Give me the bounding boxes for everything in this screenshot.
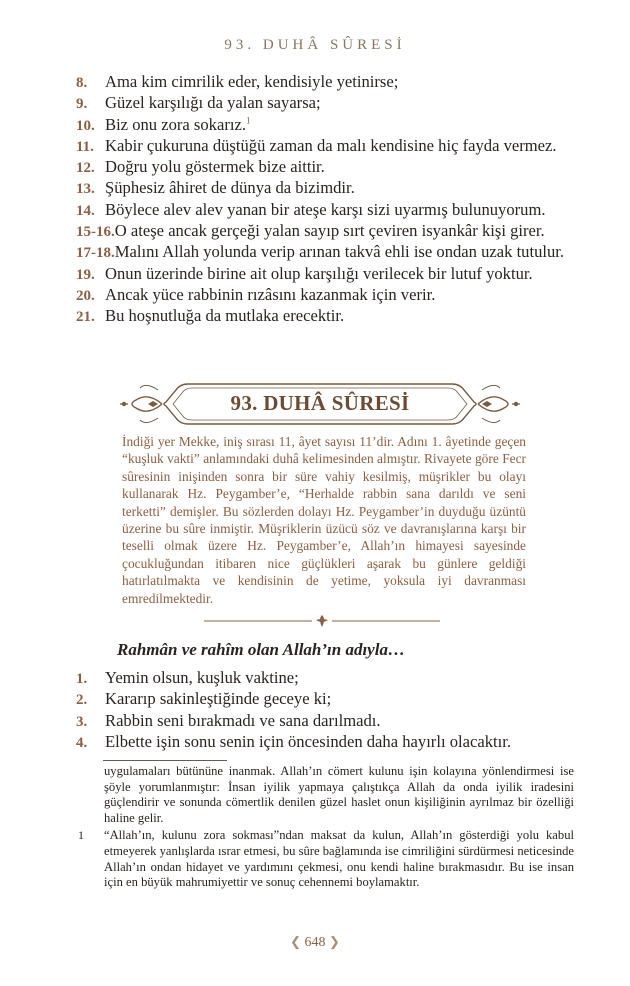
verse-number: 8. [76, 75, 88, 91]
verse [76, 200, 574, 221]
verse-number: 1. [76, 671, 88, 687]
footnote-1 [78, 828, 574, 890]
verse-text: Böylece alev alev yanan bir ateşe karşı sizi uyarmış bulunuyorum. [105, 199, 546, 219]
verse [76, 157, 574, 178]
verse-text: Doğru yolu göstermek bize aittir. [105, 157, 325, 177]
page-number: 648 [304, 935, 326, 950]
verse-text: Güzel karşılığı da yalan sayarsa; [105, 93, 321, 113]
verse [76, 178, 574, 199]
verse-text: Onun üzerinde birine ait olup karşılığı verilecek bir lutuf yoktur. [105, 263, 533, 283]
footnote-marker[interactable]: 1 [246, 115, 251, 126]
verse-number: 14. [76, 202, 95, 219]
left-bracket-ornament-icon: ❮ [290, 934, 301, 949]
verses-bottom [76, 668, 574, 753]
page-number-area [0, 934, 630, 951]
footnote-continued: uygulamaları bütününe inanmak. Allah’ın cömert kulunu işin kolayına yönlendirmesi ise şöyle yorumlanmıştır: İnsan iyilik yapmaya çalıştıkça Allah da onda iyilik iradesini güçlendirir ve sonunda cömertlik denilen güzel haslet onun kişiliğinin ayrılmaz bir özelliği haline gelir. [104, 764, 574, 825]
verse-text: Biz onu zora sokarız. [105, 114, 246, 134]
verse-number: 12. [76, 160, 95, 177]
verse [76, 732, 574, 753]
verse [76, 306, 574, 327]
verse-number: 17-18. [76, 245, 115, 262]
verse-text: Kabir çukuruna düştüğü zaman da malı kendisine hiç fayda vermez. [105, 135, 557, 155]
verse [76, 72, 574, 93]
verse-number: 13. [76, 181, 95, 198]
verse-number: 11. [76, 138, 94, 155]
verse-number: 10. [76, 117, 95, 134]
surah-introduction: İndiği yer Mekke, iniş sırası 11, âyet sayısı 11’dir. Adını 1. âyetinde geçen “kuşluk vakti” anlamındaki duhâ kelimesinden almıştır. Rivayete göre Fecr sûresinin inişinden sonra bir süre vahiy kesilmiş, müşrikler bu olayı kullanarak Hz. Peygamber’e, “Herhalde rabbin sana darıldı ve seni terketti” demişler. Bu sözlerden dolayı Hz. Peygamber’in duyduğu üzüntü üzerine bu sûre inmiştir. Müşriklerin üzücü söz ve davranışlarına karşı bir teselli olmak üzere Hz. Peygamber’e, Allah’ın himayesi sayesinde çocukluğundan itibaren nice güçlükleri aşarak bu günlere geldiği hatırlatılmakta ve kendisinin de yetime, yoksula iyi davranması emredilmektedir. [122, 434, 526, 606]
divider-ornament-icon [204, 614, 440, 628]
surah-title: 93. DUHÂ SÛRESİ [230, 391, 410, 415]
verse-text: Şüphesiz âhiret de dünya da bizimdir. [105, 178, 355, 198]
verse-number: 2. [76, 692, 88, 709]
verse [76, 711, 574, 732]
footnote-text: “Allah’ın, kulunu zora sokması”ndan maksat da kulun, Allah’ın gösterdiği yolu kabul etmeyerek yanlışlarda ısrar etmesi, bu sûre bağlamında ise cimriliğini sürdürmesi neticesinde Allah’ın ondan hidayet ve yardımını çekmesi, onu kendi haline bırakmasıdır. Bu ise insan için en büyük mahrumiyettir ve sonuç cehennemi boylamaktır. [104, 828, 574, 890]
bismillah: Rahmân ve rahîm olan Allah’ın adıyla… [117, 640, 405, 659]
verse-text: Malını Allah yolunda verip arınan takvâ ehli ise ondan uzak tutulur. [114, 242, 565, 262]
right-bracket-ornament-icon: ❯ [329, 934, 340, 949]
verse-number: 3. [76, 713, 88, 730]
verse-text: Yemin olsun, kuşluk vaktine; [105, 668, 299, 687]
running-head: 93. DUHÂ SÛRESİ [224, 37, 406, 53]
verse [76, 264, 574, 285]
verses-top [76, 72, 574, 328]
verse-number: 4. [76, 734, 88, 751]
verse-text: Ama kim cimrilik eder, kendisiyle yetinirse; [105, 72, 399, 91]
verse [76, 93, 574, 114]
verse-text: Elbette işin sonu senin için öncesinden daha hayırlı olacaktır. [105, 731, 511, 751]
verse-text: Bu hoşnutluğa da mutlaka erecektir. [105, 306, 345, 326]
verse-number: 9. [76, 96, 88, 113]
verse [76, 221, 574, 242]
verse-number: 20. [76, 287, 95, 304]
verse-text: Ancak yüce rabbinin rızâsını kazanmak için verir. [105, 284, 436, 304]
verse [76, 242, 574, 263]
verse-number: 19. [76, 266, 95, 283]
footnote-rule [103, 760, 227, 761]
surah-title-cartouche [118, 378, 522, 430]
verse-number: 21. [76, 309, 95, 326]
verse-number: 15-16. [76, 224, 115, 241]
footnotes [78, 764, 574, 893]
verse-text: Kararıp sakinleştiğinde geceye ki; [105, 689, 332, 709]
verse [76, 285, 574, 306]
verse [76, 136, 574, 157]
verse [76, 689, 574, 710]
verse [76, 668, 574, 689]
footnote-number: 1 [78, 828, 84, 843]
verse-text: O ateşe ancak gerçeği yalan sayıp sırt çeviren isyankâr kişi girer. [114, 221, 545, 241]
verse [76, 115, 574, 136]
verse-text: Rabbin seni bırakmadı ve sana darılmadı. [105, 710, 381, 730]
